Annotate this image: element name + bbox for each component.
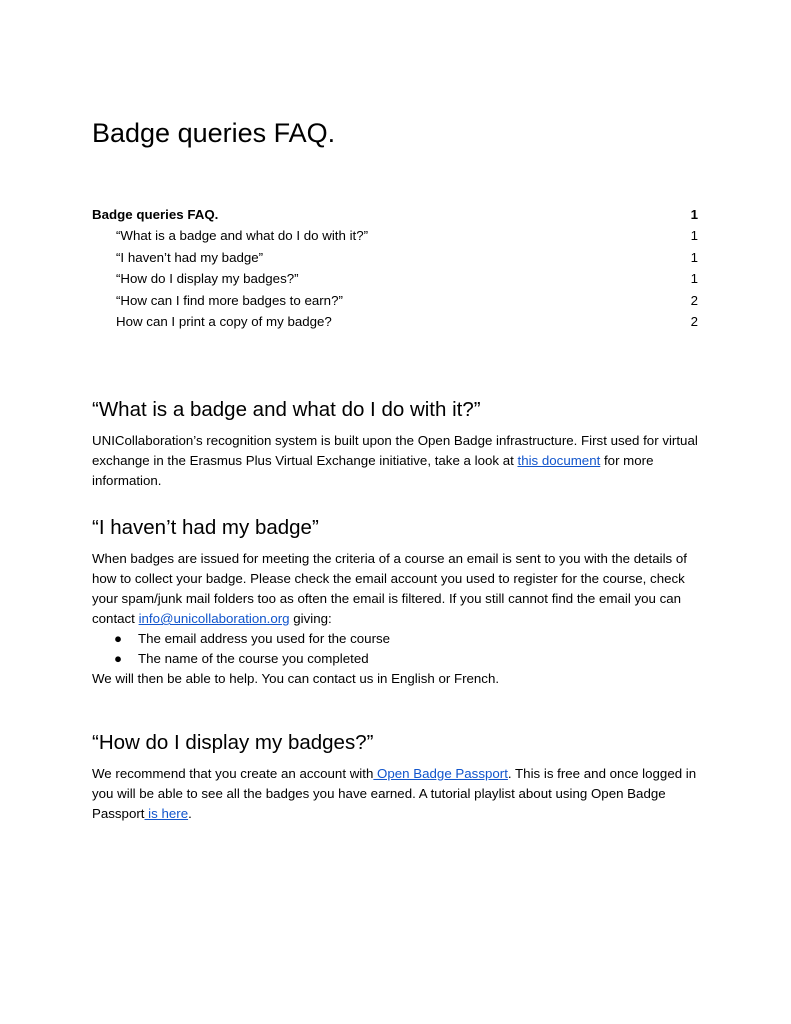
paragraph-text: We recommend that you create an account with [92, 766, 374, 781]
toc-entry-page[interactable]: 1 [690, 249, 698, 265]
table-of-contents [92, 204, 698, 332]
toc-entry[interactable] [92, 204, 698, 225]
paragraph-text: giving: [289, 611, 332, 626]
toc-entry-page[interactable]: 2 [690, 292, 698, 308]
section-heading-havent-had-badge: “I haven’t had my badge” [92, 516, 319, 539]
bullet-icon: ● [114, 631, 123, 646]
section-heading-what-is-a-badge: “What is a badge and what do I do with it?” [92, 398, 481, 421]
section-paragraph-what-is-a-badge [92, 431, 704, 491]
paragraph-text: . [188, 806, 192, 821]
toc-entry-label[interactable]: “I haven’t had my badge” [116, 249, 264, 265]
toc-entry[interactable] [92, 311, 698, 332]
contact-email-link[interactable]: info@unicollaboration.org [138, 611, 290, 626]
toc-entry-page[interactable]: 2 [690, 313, 698, 329]
toc-entry-page[interactable]: 1 [690, 207, 698, 222]
paragraph-text: UNICollaboration’s recognition system is built upon the Open Badge infrastructure. First used for virtual exchange in the Erasmus Plus Virtual Exchange initiative, take a look at [92, 433, 698, 468]
document-title: Badge queries FAQ. [92, 118, 336, 148]
paragraph-text: . This is free and once logged in you will be able to see all the badges you have earned. A tutorial playlist about using Open Badge Passport [92, 766, 697, 821]
toc-entry-label[interactable]: “How do I display my badges?” [116, 271, 299, 287]
paragraph-text: for more information. [92, 453, 654, 488]
open-badge-passport-link[interactable]: Open Badge Passport [373, 766, 508, 781]
toc-entry[interactable] [92, 290, 698, 311]
toc-entry-page[interactable]: 1 [690, 228, 698, 244]
toc-entry-label[interactable]: How can I print a copy of my badge? [116, 313, 332, 329]
closing-text: We will then be able to help. You can contact us in English or French. [92, 671, 500, 686]
list-item [92, 629, 704, 649]
bullet-list [92, 629, 704, 669]
section-paragraph-display-badges [92, 764, 704, 824]
list-item-text: The email address you used for the course [138, 631, 391, 646]
list-item [92, 649, 704, 669]
section-paragraph-havent-had-badge [92, 549, 704, 629]
toc-entry[interactable] [92, 268, 698, 289]
toc-entry-label[interactable]: “How can I find more badges to earn?” [116, 292, 343, 308]
list-item-text: The name of the course you completed [138, 651, 369, 666]
section-body-havent-had-badge [92, 549, 704, 689]
this-document-link[interactable]: this document [517, 453, 601, 468]
paragraph-text: When badges are issued for meeting the criteria of a course an email is sent to you with the details of how to collect your badge. Please check the email account you used to register for the course, check your spam/junk mail folders too as often the email is filtered. If you still cannot find the email you can contact [92, 551, 687, 626]
toc-entry-label[interactable]: “What is a badge and what do I do with it?” [116, 228, 369, 244]
tutorial-playlist-link[interactable]: is here [144, 806, 189, 821]
toc-entry-page[interactable]: 1 [690, 271, 698, 287]
toc-entry[interactable] [92, 247, 698, 268]
section-heading-display-badges: “How do I display my badges?” [92, 731, 374, 754]
bullet-icon: ● [114, 651, 123, 666]
toc-entry[interactable] [92, 225, 698, 246]
toc-entry-label[interactable]: Badge queries FAQ. [92, 207, 219, 222]
